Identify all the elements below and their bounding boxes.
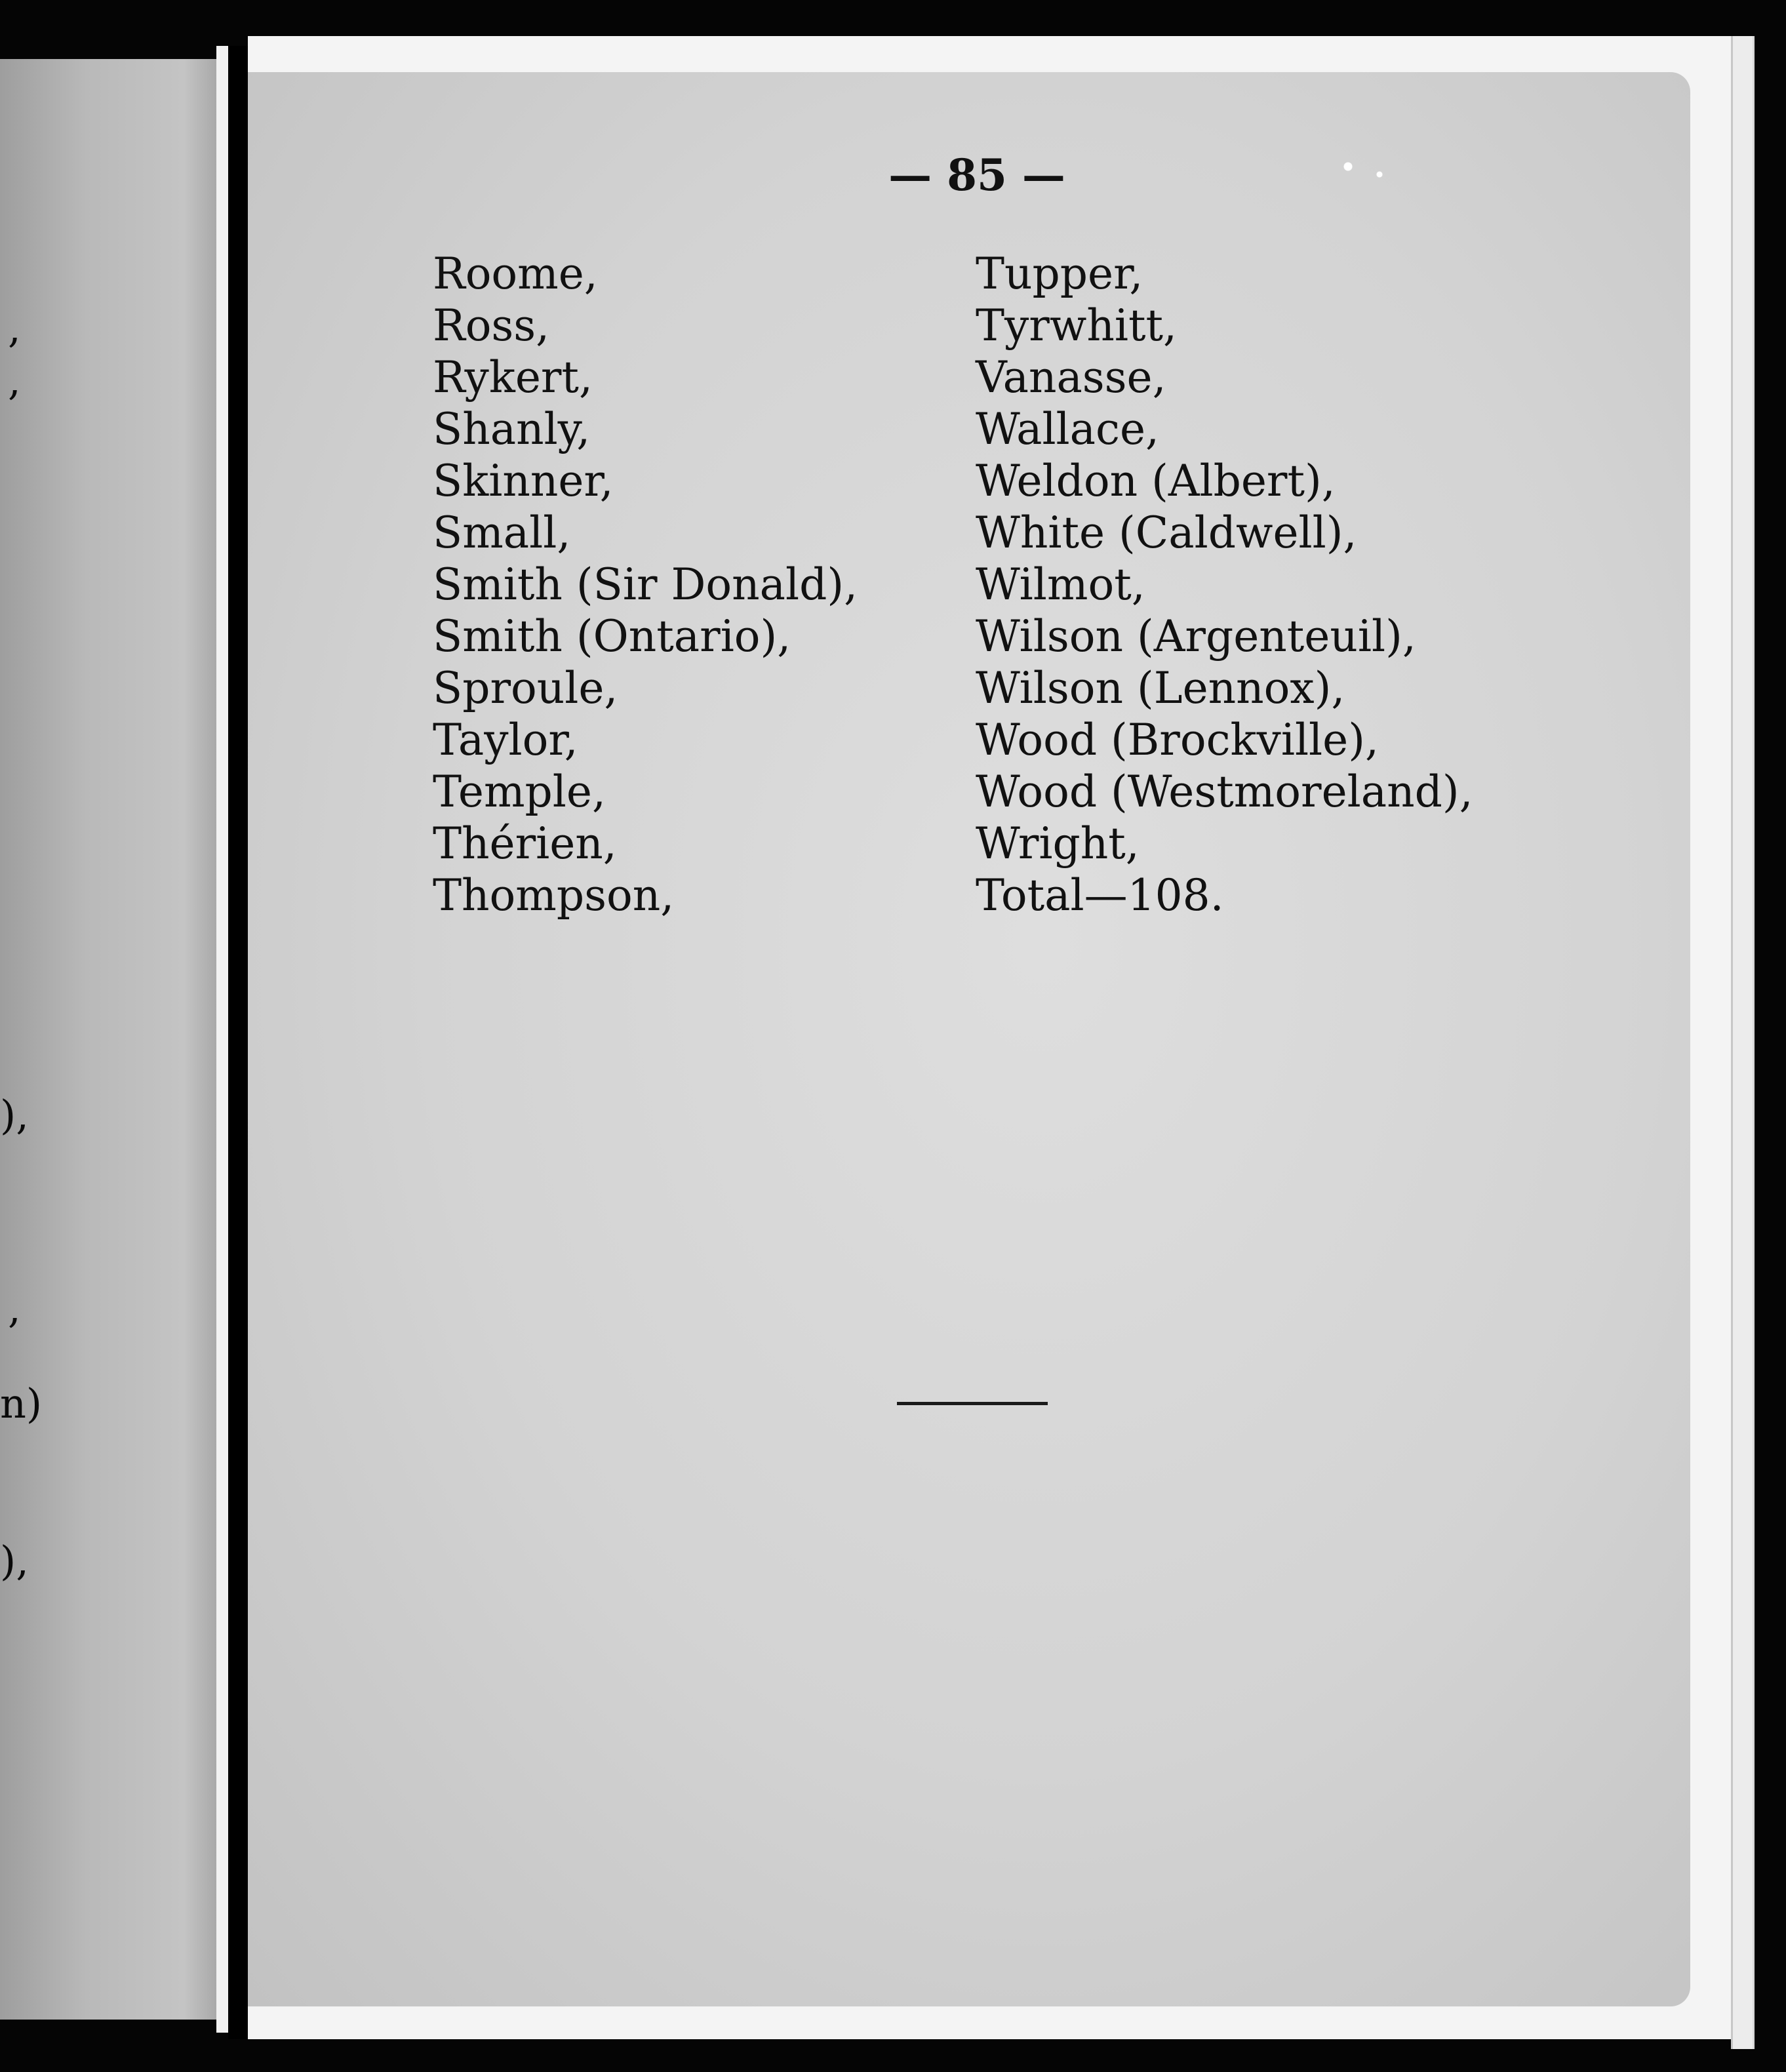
name-entry: Wallace, <box>976 404 1160 454</box>
name-entry: Thérien, <box>433 818 617 869</box>
name-entry: Rykert, <box>433 352 593 403</box>
page-number: — 85 — <box>888 149 1065 201</box>
name-entry: White (Caldwell), <box>976 508 1357 558</box>
name-entry: Roome, <box>433 249 598 299</box>
left-facing-page <box>0 59 216 2020</box>
left-fragment-4: , <box>8 1285 21 1332</box>
name-entry: Wilson (Lennox), <box>976 663 1345 713</box>
name-entry: Tupper, <box>976 249 1143 299</box>
name-entry: Skinner, <box>433 456 614 506</box>
left-page-edge <box>216 46 228 2033</box>
name-column-left <box>433 248 858 921</box>
name-entry: Wood (Westmoreland), <box>976 767 1473 817</box>
name-entry: Wilmot, <box>976 559 1145 610</box>
name-entry: Thompson, <box>433 870 675 921</box>
name-entry: Tyrwhitt, <box>976 300 1177 351</box>
paper-specks <box>1324 151 1403 190</box>
left-fragment-6: ), <box>0 1537 29 1585</box>
left-fragment-3: ), <box>0 1091 29 1139</box>
name-entry: Sproule, <box>433 663 618 713</box>
name-entry: Taylor, <box>433 715 578 765</box>
total-entry: Total—108. <box>976 870 1224 921</box>
name-entry: Weldon (Albert), <box>976 456 1336 506</box>
name-column-right <box>976 248 1473 921</box>
name-entry: Vanasse, <box>976 352 1166 403</box>
name-entry: Temple, <box>433 767 606 817</box>
section-divider-rule <box>897 1402 1048 1405</box>
page-stack-edge <box>1731 36 1755 2049</box>
name-entry: Shanly, <box>433 404 591 454</box>
left-fragment-2: , <box>8 357 21 405</box>
name-entry: Wright, <box>976 818 1140 869</box>
name-entry: Ross, <box>433 300 550 351</box>
book-spine <box>228 46 248 2039</box>
name-entry: Wilson (Argenteuil), <box>976 611 1416 662</box>
name-entry: Smith (Sir Donald), <box>433 559 858 610</box>
name-entry: Wood (Brockville), <box>976 715 1379 765</box>
name-entry: Small, <box>433 508 571 558</box>
left-fragment-1: , <box>8 304 21 352</box>
name-entry: Smith (Ontario), <box>433 611 791 662</box>
left-fragment-5: n) <box>0 1380 43 1427</box>
